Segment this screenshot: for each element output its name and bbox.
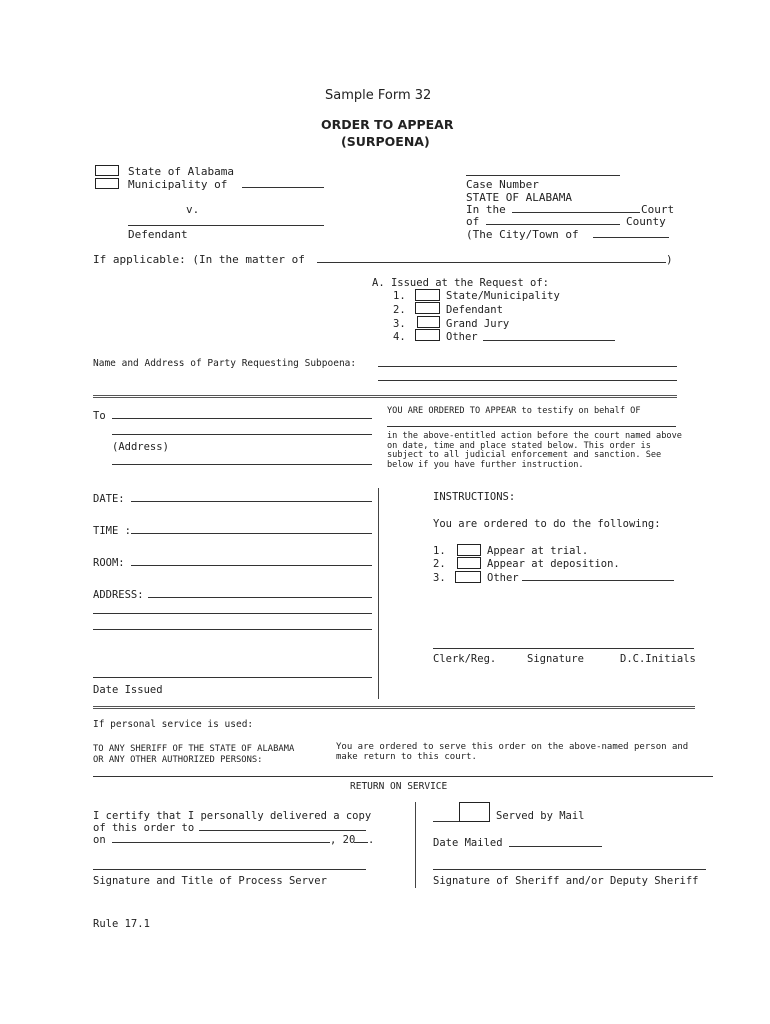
return-divider (93, 776, 713, 777)
state-label: State of Alabama (128, 165, 234, 178)
served-by-mail-checkbox[interactable] (459, 802, 490, 822)
in-the-label: In the (466, 203, 506, 216)
county-field[interactable] (486, 224, 620, 225)
appear-deposition-checkbox[interactable] (457, 557, 481, 569)
municipality-field[interactable] (242, 187, 324, 188)
case-number-label: Case Number (466, 178, 539, 191)
serve-instruction: You are ordered to serve this order on the above-named person and (336, 742, 689, 752)
appearance-address-field[interactable] (148, 597, 372, 598)
other-checkbox[interactable] (415, 329, 440, 341)
instructions-intro: You are ordered to do the following: (433, 518, 661, 530)
request-option-label: Defendant (446, 304, 503, 316)
appear-trial-checkbox[interactable] (457, 544, 481, 556)
case-number-field[interactable] (466, 175, 620, 176)
certify-text: of this order to (93, 822, 195, 834)
city-town-label: (The City/Town of (466, 228, 579, 241)
rule-label: Rule 17.1 (93, 918, 150, 930)
form-number: Sample Form 32 (325, 88, 432, 103)
requesting-party-label: Name and Address of Party Requesting Subpoena: (93, 358, 357, 369)
county-label: County (626, 215, 666, 228)
year-end: . (368, 834, 375, 846)
sheriff-signature-label: Signature of Sheriff and/or Deputy Sheriff (433, 875, 699, 887)
to-label: To (93, 410, 106, 422)
state-checkbox[interactable] (95, 165, 119, 176)
request-num: 4. (393, 331, 406, 343)
address-label: (Address) (112, 441, 169, 453)
request-num: 3. (393, 318, 406, 330)
defendant-field[interactable] (128, 225, 324, 226)
room-label: ROOM: (93, 557, 125, 569)
date-issued-field[interactable] (93, 677, 372, 678)
matter-field[interactable] (317, 262, 666, 263)
municipality-label: Municipality of (128, 178, 228, 191)
matter-label: If applicable: (In the matter of (93, 253, 305, 266)
request-other-field[interactable] (483, 340, 615, 341)
time-field[interactable] (131, 533, 372, 534)
on-behalf-of-field[interactable] (387, 426, 676, 427)
versus-label: v. (186, 203, 200, 216)
request-num: 2. (393, 304, 406, 316)
year-field[interactable] (354, 842, 368, 843)
clerk-signature-field[interactable] (433, 648, 694, 649)
delivered-to-field[interactable] (199, 830, 366, 831)
address-field[interactable] (112, 434, 372, 435)
instruction-other-field[interactable] (522, 580, 674, 581)
initials-label: D.C.Initials (620, 653, 696, 665)
time-label: TIME : (93, 525, 131, 537)
process-server-signature-label: Signature and Title of Process Server (93, 875, 327, 887)
request-num: 1. (393, 290, 406, 302)
to-field[interactable] (112, 418, 372, 419)
section-divider (93, 706, 695, 709)
city-town-field[interactable] (593, 237, 669, 238)
instructions-heading: INSTRUCTIONS: (433, 491, 516, 503)
date-mailed-field[interactable] (509, 846, 602, 847)
year-label: , 20 (330, 834, 356, 846)
instruction-num: 1. (433, 545, 446, 557)
sheriff-signature-field[interactable] (433, 869, 706, 870)
form-title: ORDER TO APPEAR (321, 117, 454, 132)
return-heading: RETURN ON SERVICE (350, 781, 448, 792)
request-option-label: Other (446, 331, 478, 343)
court-field[interactable] (512, 212, 640, 213)
state-municipality-checkbox[interactable] (415, 289, 440, 301)
served-by-mail-label: Served by Mail (496, 810, 585, 822)
order-text: on date, time and place stated below. This order is (387, 441, 651, 451)
instruction-other-checkbox[interactable] (455, 571, 481, 583)
serve-instruction: make return to this court. (336, 752, 477, 762)
of-label: of (466, 215, 480, 228)
personal-service-label: If personal service is used: (93, 719, 254, 730)
room-field[interactable] (131, 565, 372, 566)
certify-text: I certify that I personally delivered a copy (93, 810, 372, 822)
clerk-label: Clerk/Reg. (433, 653, 497, 665)
requesting-party-field[interactable] (378, 380, 677, 381)
defendant-label: Defendant (128, 228, 188, 241)
order-text: below if you have further instruction. (387, 460, 584, 470)
appearance-address-field-3[interactable] (93, 629, 372, 630)
sheriff-instruction: OR ANY OTHER AUTHORIZED PERSONS: (93, 755, 263, 765)
signature-label: Signature (527, 653, 584, 665)
request-option-label: Grand Jury (446, 318, 510, 330)
date-label: DATE: (93, 493, 125, 505)
form-subtitle: (SURPOENA) (341, 134, 430, 149)
appearance-address-field-2[interactable] (93, 613, 372, 614)
court-label: Court (641, 203, 675, 216)
date-field[interactable] (131, 501, 372, 502)
instruction-num: 2. (433, 558, 446, 570)
address-label: ADDRESS: (93, 589, 144, 601)
defendant-checkbox[interactable] (415, 302, 440, 314)
state-of-alabama-label: STATE OF ALABAMA (466, 191, 572, 204)
order-text: subject to all judicial enforcement and sanction. See (387, 450, 662, 460)
order-text: YOU ARE ORDERED TO APPEAR to testify on behalf OF (387, 406, 641, 416)
on-label: on (93, 834, 106, 846)
column-divider (378, 488, 379, 699)
matter-close: ) (666, 253, 673, 266)
section-divider (93, 395, 677, 398)
instruction-label: Other (487, 572, 519, 584)
order-text: in the above-entitled action before the court named above (387, 431, 682, 441)
address-field-2[interactable] (112, 464, 372, 465)
delivery-date-field[interactable] (112, 842, 330, 843)
municipality-checkbox[interactable] (95, 178, 119, 189)
date-issued-label: Date Issued (93, 684, 163, 696)
served-by-mail-line (433, 821, 459, 822)
instruction-label: Appear at trial. (487, 545, 589, 557)
request-heading: A. Issued at the Request of: (372, 277, 550, 289)
process-server-signature-field[interactable] (93, 869, 366, 870)
instruction-label: Appear at deposition. (487, 558, 620, 570)
requesting-party-field[interactable] (378, 366, 677, 367)
date-mailed-label: Date Mailed (433, 837, 503, 849)
column-divider (415, 802, 416, 888)
instruction-num: 3. (433, 572, 446, 584)
request-option-label: State/Municipality (446, 290, 560, 302)
grand-jury-checkbox[interactable] (417, 316, 440, 328)
sheriff-instruction: TO ANY SHERIFF OF THE STATE OF ALABAMA (93, 744, 295, 754)
